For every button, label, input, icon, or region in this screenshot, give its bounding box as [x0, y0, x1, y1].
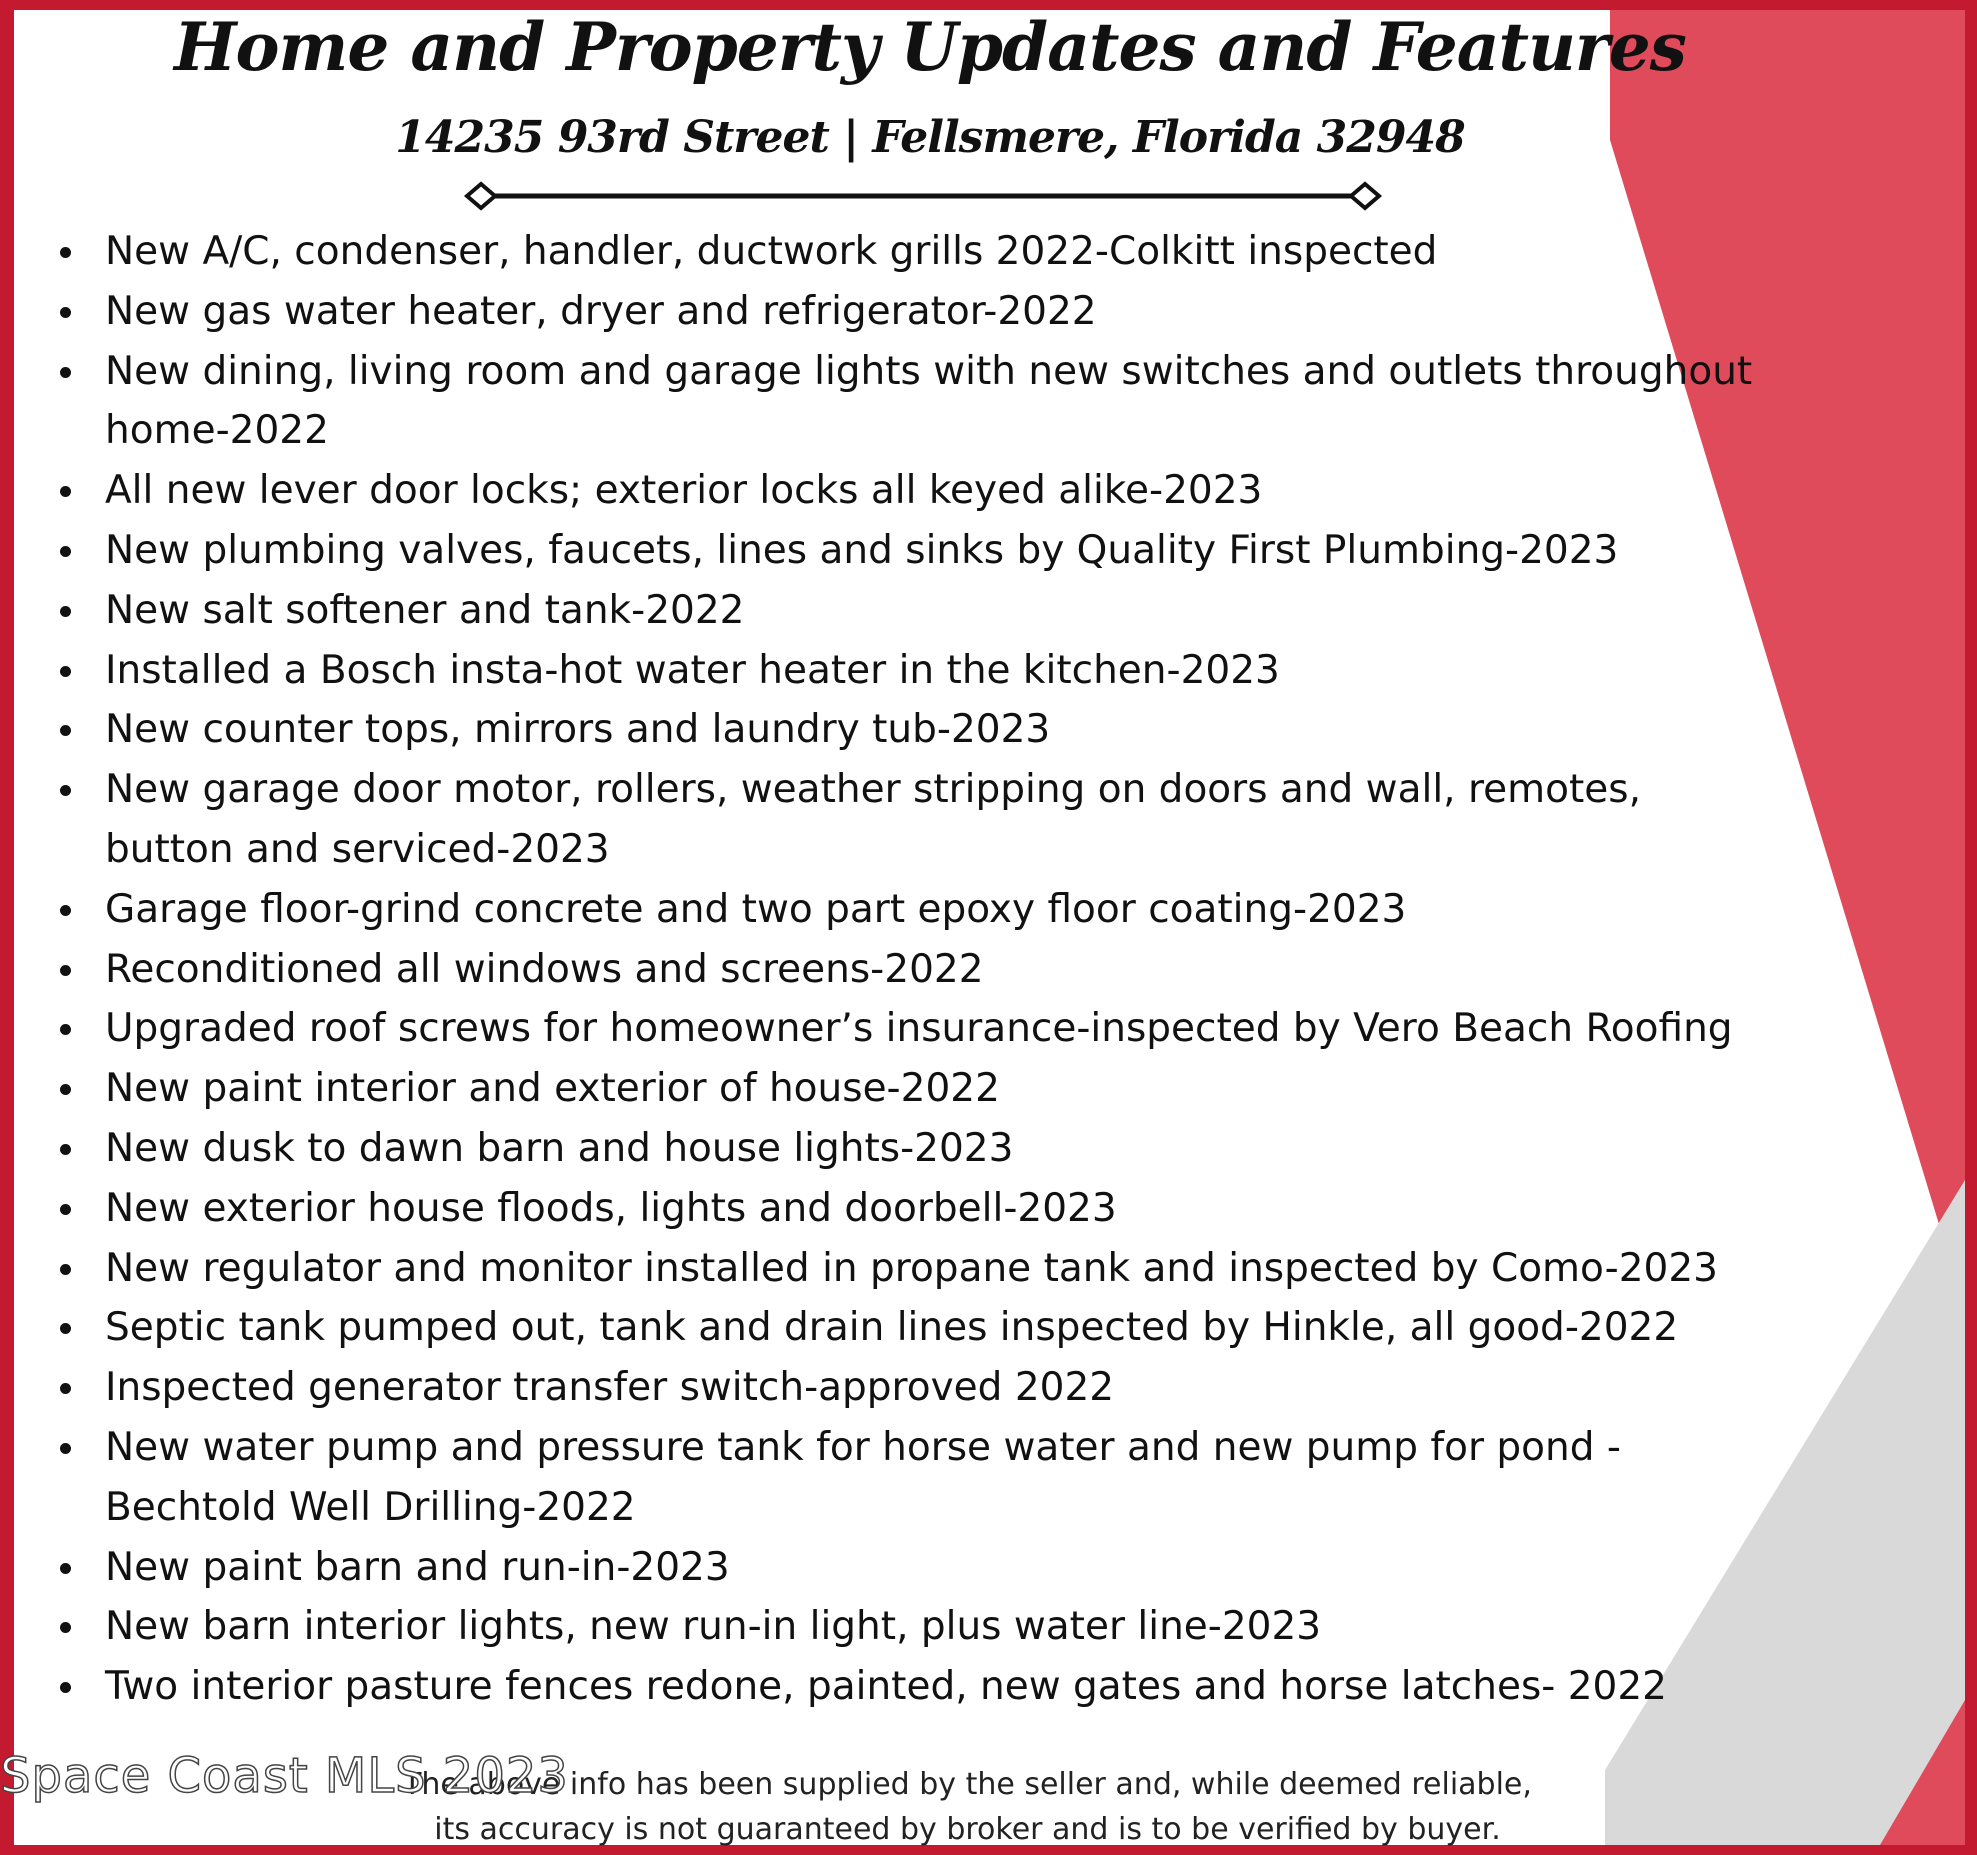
feature-item: New counter tops, mirrors and laundry tub-2023	[50, 700, 1950, 760]
divider-right-diamond	[1351, 184, 1379, 208]
feature-item: Two interior pasture fences redone, painted, new gates and horse latches- 2022	[50, 1657, 1950, 1717]
title-divider	[463, 181, 1383, 211]
divider-left-diamond	[467, 184, 495, 208]
feature-item-continuation: button and serviced-2023	[105, 826, 610, 872]
property-address: 14235 93rd Street | Fellsmere, Florida 32948	[395, 112, 1465, 163]
feature-item: Reconditioned all windows and screens-2022	[50, 940, 1950, 1000]
feature-item: New plumbing valves, faucets, lines and sinks by Quality First Plumbing-2023	[50, 521, 1950, 581]
feature-item: New regulator and monitor installed in propane tank and inspected by Como-2023	[50, 1239, 1950, 1299]
feature-item: Installed a Bosch insta-hot water heater in the kitchen-2023	[50, 641, 1950, 701]
feature-item: Inspected generator transfer switch-approved 2022	[50, 1358, 1950, 1418]
feature-item: New A/C, condenser, handler, ductwork grills 2022-Colkitt inspected	[50, 222, 1950, 282]
feature-item: Upgraded roof screws for homeowner’s insurance-inspected by Vero Beach Roofing	[50, 999, 1950, 1059]
feature-item: New exterior house floods, lights and doorbell-2023	[50, 1179, 1950, 1239]
feature-item: New water pump and pressure tank for horse water and new pump for pond -	[50, 1418, 1950, 1478]
feature-item: New dusk to dawn barn and house lights-2023	[50, 1119, 1950, 1179]
feature-item: All new lever door locks; exterior locks all keyed alike-2023	[50, 461, 1950, 521]
mls-watermark: Space Coast MLS 2023	[0, 1748, 569, 1804]
feature-item: New dining, living room and garage lights with new switches and outlets throughout	[50, 342, 1950, 402]
disclaimer-line-1: The above info has been supplied by the seller and, while deemed reliable,	[403, 1767, 1532, 1802]
feature-list	[50, 222, 1950, 1717]
feature-item: New paint interior and exterior of house-2022	[50, 1059, 1950, 1119]
page-title: Home and Property Updates and Features	[174, 8, 1686, 86]
feature-item: New barn interior lights, new run-in light, plus water line-2023	[50, 1597, 1950, 1657]
feature-item-continuation: Bechtold Well Drilling-2022	[105, 1484, 636, 1530]
feature-item: Septic tank pumped out, tank and drain lines inspected by Hinkle, all good-2022	[50, 1298, 1950, 1358]
feature-item: New salt softener and tank-2022	[50, 581, 1950, 641]
feature-item: New gas water heater, dryer and refrigerator-2022	[50, 282, 1950, 342]
feature-item: New garage door motor, rollers, weather stripping on doors and wall, remotes,	[50, 760, 1950, 820]
feature-item-continuation: home-2022	[105, 408, 329, 454]
feature-item: Garage floor-grind concrete and two part epoxy floor coating-2023	[50, 880, 1950, 940]
feature-item: New paint barn and run-in-2023	[50, 1538, 1950, 1598]
disclaimer-line-2: its accuracy is not guaranteed by broker and is to be verified by buyer.	[434, 1812, 1501, 1847]
